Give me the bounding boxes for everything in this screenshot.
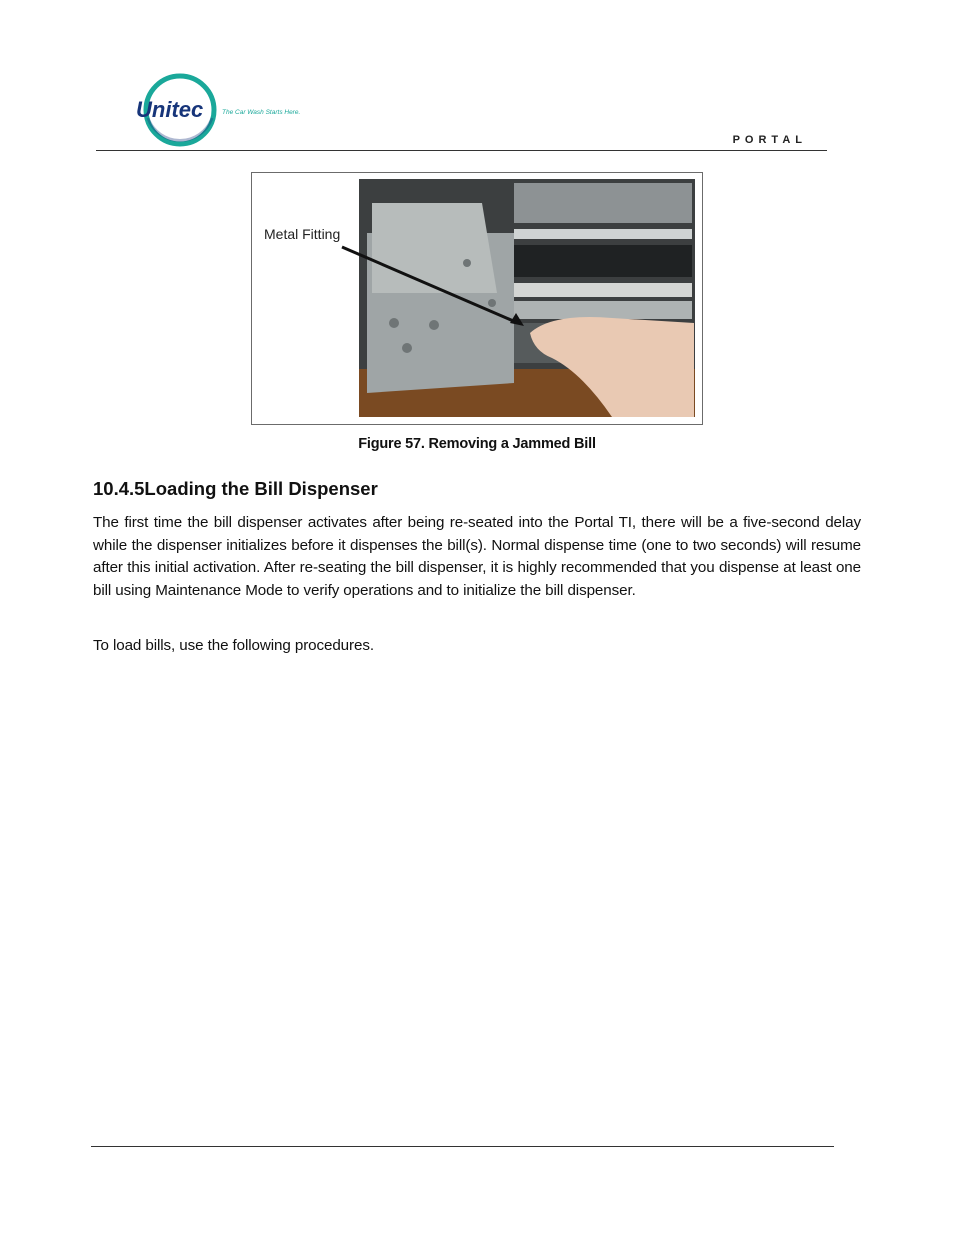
product-label: PORTAL bbox=[732, 134, 807, 146]
header-divider bbox=[96, 150, 827, 151]
logo-tagline: The Car Wash Starts Here. bbox=[222, 109, 301, 116]
body-paragraph: To load bills, use the following procedures. bbox=[93, 637, 374, 654]
footer-divider bbox=[91, 1146, 834, 1147]
figure-caption: Figure 57. Removing a Jammed Bill bbox=[358, 436, 596, 452]
figure-photo bbox=[251, 172, 703, 425]
section-heading: 10.4.5Loading the Bill Dispenser bbox=[93, 478, 378, 499]
body-paragraph: The first time the bill dispenser activates after being re-seated into the Portal TI, there will be a five-second delay while the dispenser initializes before it dispenses the bill(s). Normal dispense time (one to two seconds) will resume after this initial activation. After re-seating the bill dispenser, it is highly recommended that you dispense at least one bill using Maintenance Mode to verify operations and to initialize the bill dispenser. bbox=[93, 514, 861, 600]
unitec-logo bbox=[134, 72, 324, 150]
callout-label: Metal Fitting bbox=[264, 226, 341, 242]
logo-wordmark: Unitec bbox=[136, 97, 204, 122]
